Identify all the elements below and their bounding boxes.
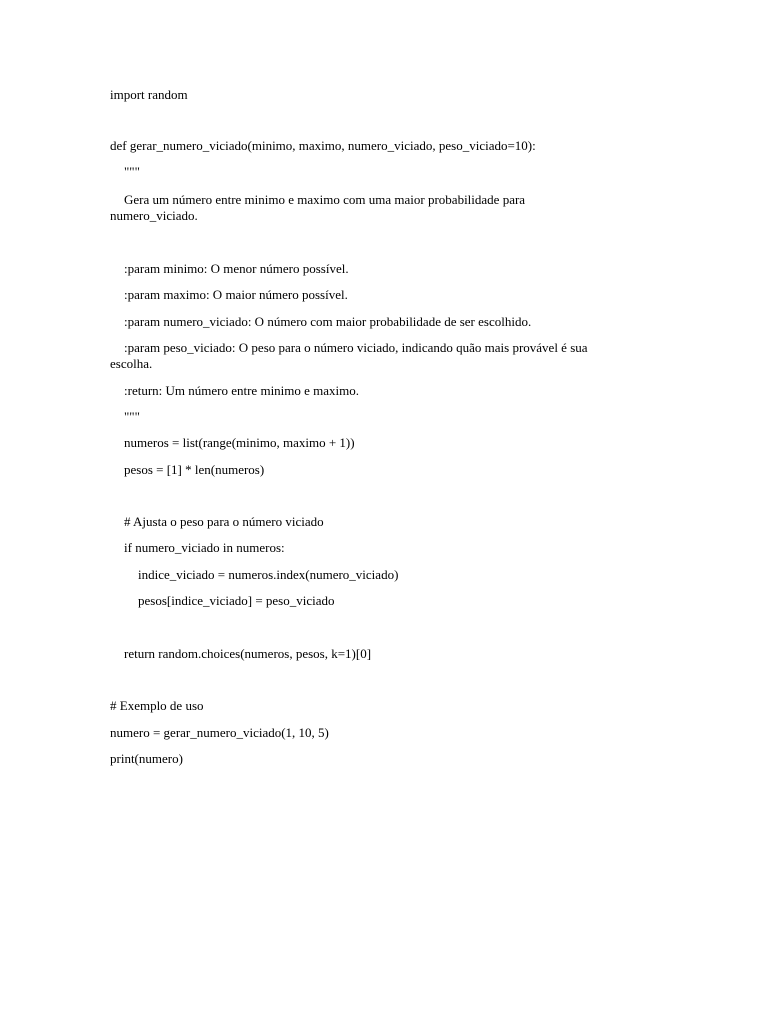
code-line: """ [124,409,140,424]
code-line: # Ajusta o peso para o número viciado [124,514,324,529]
code-line: print(numero) [110,751,183,766]
code-line: :return: Um número entre minimo e maximo. [124,383,360,398]
code-line: :param peso_viciado: O peso para o número viciado, indicando quão mais provável é sua [124,340,588,355]
code-line: if numero_viciado in numeros: [124,540,285,555]
code-line: numero = gerar_numero_viciado(1, 10, 5) [110,725,329,740]
code-line: import random [110,87,188,102]
code-line: return random.choices(numeros, pesos, k=1)[0] [124,646,372,661]
code-line: Gera um número entre minimo e maximo com uma maior probabilidade para [124,192,526,207]
code-line: pesos = [1] * len(numeros) [124,462,265,477]
code-line: def gerar_numero_viciado(minimo, maximo, numero_viciado, peso_viciado=10): [110,138,536,153]
code-line: numeros = list(range(minimo, maximo + 1)) [124,435,355,450]
code-line: :param numero_viciado: O número com maior probabilidade de ser escolhido. [124,314,532,329]
code-line: pesos[indice_viciado] = peso_viciado [138,593,335,608]
code-line: :param maximo: O maior número possível. [124,287,348,302]
code-line: numero_viciado. [110,208,198,223]
code-line: # Exemplo de uso [110,698,204,713]
code-line: indice_viciado = numeros.index(numero_viciado) [138,567,399,582]
code-line: """ [124,164,140,179]
code-line: escolha. [110,356,153,371]
code-line: :param minimo: O menor número possível. [124,261,349,276]
